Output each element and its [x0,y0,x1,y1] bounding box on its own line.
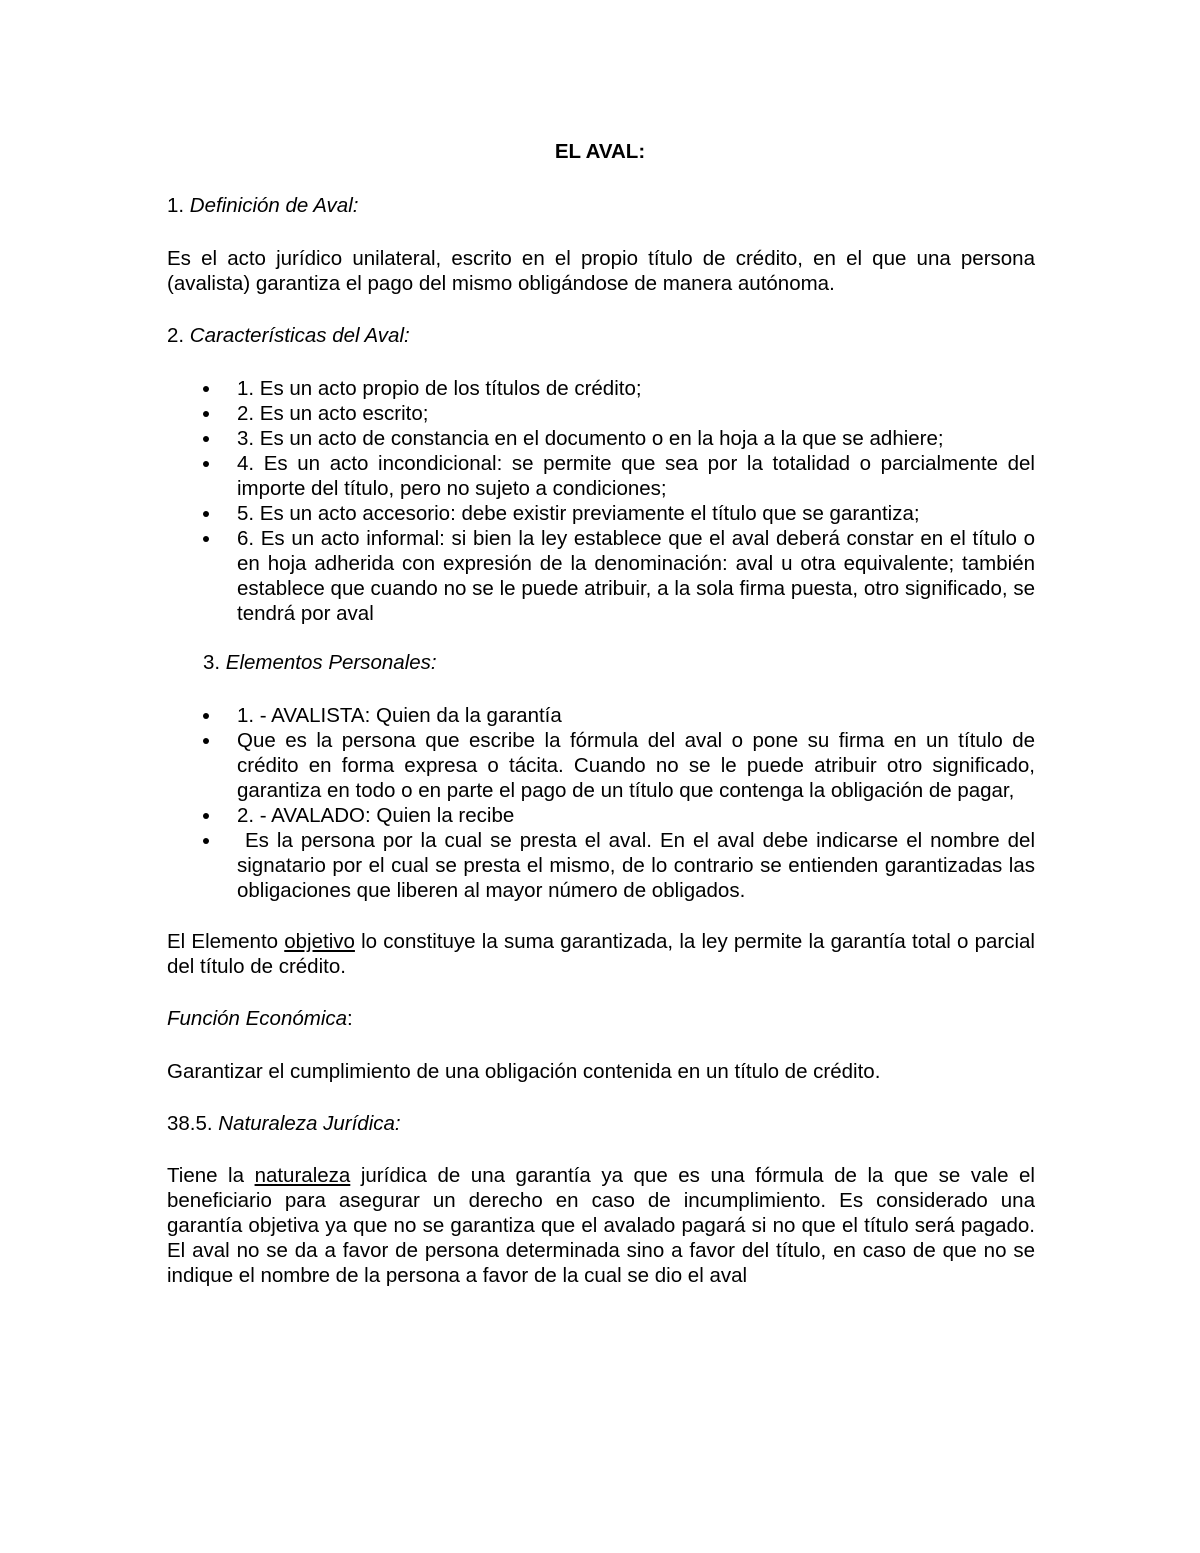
objective-element-paragraph: El Elemento objetivo lo constituye la suma garantizada, la ley permite la garantía total o parcial del título de crédito. [167,930,1035,978]
economic-function-paragraph: Garantizar el cumplimiento de una obligación contenida en un título de crédito. [167,1060,881,1083]
bullet-icon [201,401,211,426]
bullet-icon [201,501,211,526]
legal-nature-title: Naturaleza Jurídica: [218,1112,401,1135]
section-1-paragraph: Es el acto jurídico unilateral, escrito en el propio título de crédito, en el que una persona (avalista) garantiza el pago del mismo obligándose de manera autónoma. [167,247,1035,295]
characteristics-list [167,376,1035,626]
legal-nature-paragraph: Tiene la naturaleza jurídica de una garantía ya que es una fórmula de la que se vale el beneficiario para asegurar un derecho en caso de incumplimiento. Es considerado una garantía objetiva ya que no se garantiza que el avalado pagará si no que el título será pagado. El aval no se da a favor de persona determinada sino a favor del título, en caso de que no se indique el nombre de la persona a favor de la cual se dio el aval [167,1164,1035,1287]
section-2-title: Características del Aval: [189,324,410,347]
list-item: 1. - AVALISTA: Quien da la garantía [167,703,1035,728]
list-item: 3. Es un acto de constancia en el documento o en la hoja a la que se adhiere; [167,426,1035,451]
list-item: Que es la persona que escribe la fórmula del aval o pone su firma en un título de crédito en forma expresa o tácita. Cuando no se le puede atribuir otro significado, garantiza en todo o en parte el pago de un título que contenga la obligación de pagar, [167,728,1035,803]
bullet-icon [201,526,211,551]
bullet-icon [201,728,211,753]
bullet-icon [201,376,211,401]
document-title: EL AVAL: [554,140,646,163]
naturaleza-underlined: naturaleza [254,1164,351,1187]
list-item: 4. Es un acto incondicional: se permite que sea por la totalidad o parcialmente del importe del título, pero no sujeto a condiciones; [167,451,1035,501]
section-2-heading [167,323,1035,348]
legal-nature-number: 38.5. [167,1112,219,1135]
section-1-number: 1. [167,194,190,217]
bullet-icon [201,703,211,728]
section-3-title: Elementos Personales: [225,651,437,674]
bullet-icon [201,426,211,451]
section-3-heading [203,650,1035,675]
section-2-number: 2. [167,324,190,347]
objetivo-underlined: objetivo [284,930,355,953]
personal-elements-list [167,703,1041,903]
list-item: 2. - AVALADO: Quien la recibe [167,803,1035,828]
list-item: 1. Es un acto propio de los títulos de crédito; [167,376,1035,401]
bullet-icon [201,803,211,828]
list-item: Es la persona por la cual se presta el aval. En el aval debe indicarse el nombre del signatario por el cual se presta el mismo, de lo contrario se entienden garantizadas las obligaciones que liberen al mayor número de obligados. [167,828,1035,903]
economic-function-heading: Función Económica: [167,1007,353,1030]
section-1-title: Definición de Aval: [189,194,359,217]
section-3-number: 3. [203,651,226,674]
section-1-heading [167,193,1035,218]
bullet-icon [201,451,211,476]
list-item: 5. Es un acto accesorio: debe existir previamente el título que se garantiza; [167,501,1035,526]
list-item: 2. Es un acto escrito; [167,401,1035,426]
legal-nature-heading [167,1111,1035,1136]
bullet-icon [201,828,211,853]
list-item: 6. Es un acto informal: si bien la ley establece que el aval deberá constar en el título o en hoja adherida con expresión de la denominación: aval u otra equivalente; también establece que cuando no se le puede atribuir, a la sola firma puesta, otro significado, se tendrá por aval [167,526,1035,626]
